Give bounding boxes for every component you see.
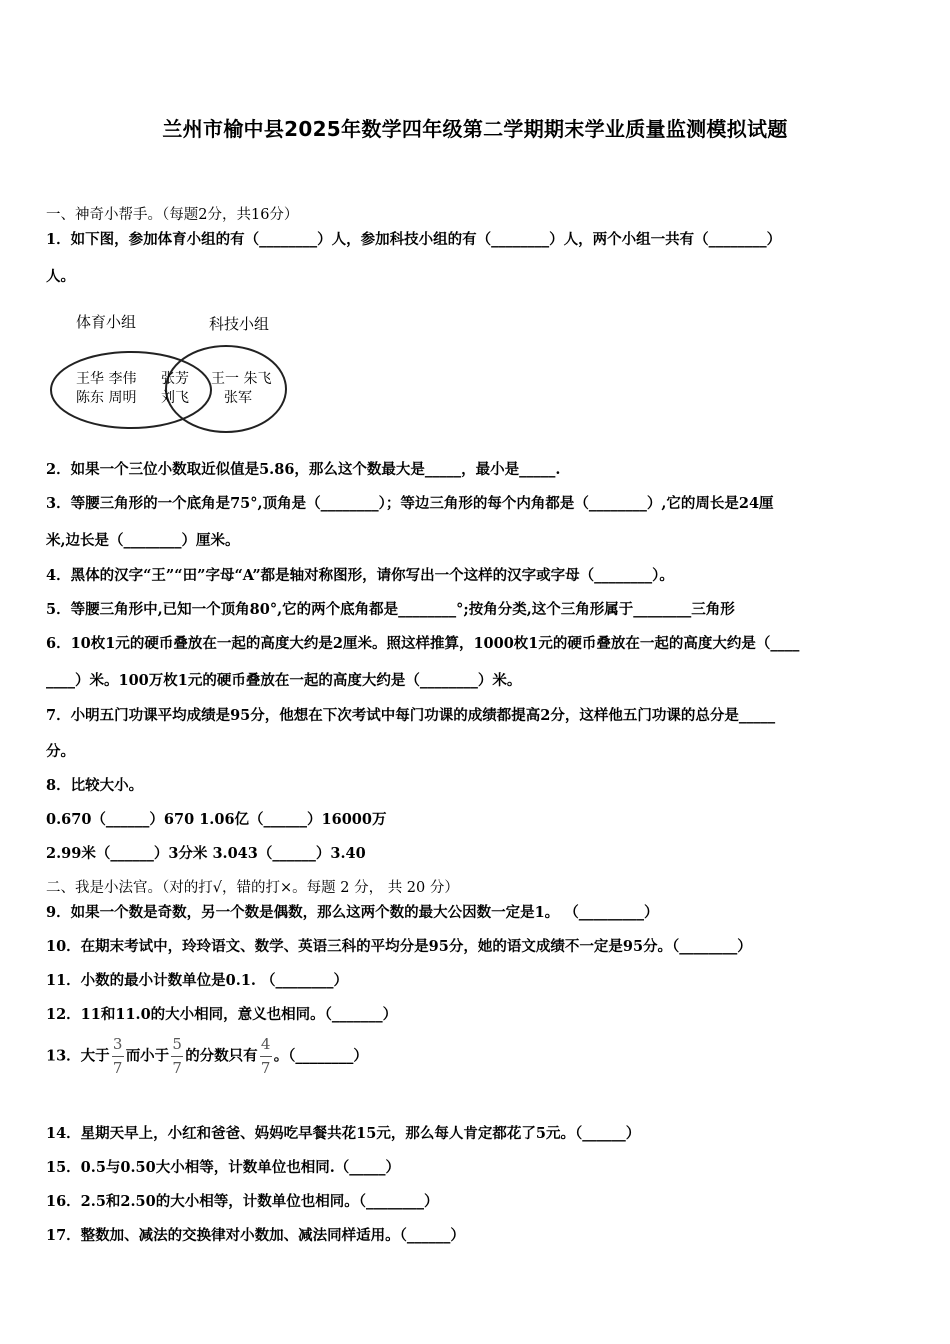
question-6-line-1: 6．10枚1元的硬币叠放在一起的高度大约是2厘米。照这样推算，1000枚1元的硬币叠放在一起的高度大约是（____ [46, 635, 800, 652]
venn-right-names-row2: 张军 [224, 390, 252, 406]
question-8-heading: 8．比较大小。 [46, 777, 144, 794]
question-17: 17．整数加、减法的交换律对小数加、减法同样适用。（______） [46, 1227, 465, 1244]
question-13-prefix: 13．大于 [46, 1047, 110, 1065]
venn-mid-names-row2: 刘飞 [161, 390, 189, 406]
question-3-line-2: 米,边长是（________）厘米。 [46, 532, 240, 549]
question-1-line-2: 人。 [46, 268, 75, 285]
venn-left-names-row1: 王华 李伟 [76, 371, 137, 387]
question-13-mid2: 的分数只有 [185, 1047, 258, 1065]
venn-mid-names-row1: 张芳 [161, 371, 189, 387]
question-2: 2．如果一个三位小数取近似值是5.86，那么这个数最大是_____，最小是_____. [46, 461, 561, 478]
question-13-suffix: 。（________） [273, 1047, 368, 1065]
fraction-five-sevenths: $\frac{5}{7}$ [172, 1035, 182, 1077]
question-8-row-2: 2.99米（______）3分米 3.043（______）3.40 [46, 845, 366, 862]
venn-diagram [46, 305, 296, 440]
question-11: 11．小数的最小计数单位是0.1. （________） [46, 972, 348, 989]
question-5: 5．等腰三角形中,已知一个顶角80°,它的两个底角都是________°;按角分类,这个三角形属于________三角形 [46, 601, 735, 618]
venn-right-ellipse [166, 346, 286, 432]
question-8-row-1: 0.670（______）670 1.06亿（______）16000万 [46, 811, 387, 828]
venn-left-label: 体育小组 [76, 313, 137, 331]
question-6-line-2: ____）米。100万枚1元的硬币叠放在一起的高度大约是（________）米。 [46, 672, 522, 689]
question-14: 14．星期天早上，小红和爸爸、妈妈吃早餐共花15元，那么每人肯定都花了5元。（______） [46, 1125, 641, 1142]
fraction-three-sevenths: $\frac{3}{7}$ [112, 1035, 123, 1077]
question-7-line-1: 7．小明五门功课平均成绩是95分，他想在下次考试中每门功课的成绩都提高2分，这样他五门功课的总分是_____ [46, 707, 776, 724]
question-13-mid: 而小于 [125, 1047, 170, 1065]
fraction-four-sevenths: $\frac{4}{7}$ [260, 1035, 271, 1077]
question-10: 10．在期末考试中，玲玲语文、数学、英语三科的平均分是95分，她的语文成绩不一定是95分。（________） [46, 938, 752, 955]
venn-left-names-row2: 陈东 周明 [76, 390, 137, 406]
question-13 [46, 1037, 368, 1076]
question-9: 9．如果一个数是奇数，另一个数是偶数，那么这两个数的最大公因数一定是1。 （_________） [46, 904, 659, 921]
question-1-line-1: 1．如下图，参加体育小组的有（________）人，参加科技小组的有（________）人，两个小组一共有（________） [46, 231, 782, 248]
question-16: 16．2.5和2.50的大小相等，计数单位也相同。（________） [46, 1193, 439, 1210]
question-12: 12．11和11.0的大小相同，意义也相同。（_______） [46, 1006, 398, 1023]
venn-right-label: 科技小组 [209, 315, 270, 333]
question-15: 15．0.5与0.50大小相等，计数单位也相同.（_____） [46, 1159, 401, 1176]
page-title: 兰州市榆中县2025年数学四年级第二学期期末学业质量监测模拟试题 [162, 117, 788, 141]
question-4: 4．黑体的汉字“王”“田”字母“A”都是轴对称图形，请你写出一个这样的汉字或字母（________）。 [46, 567, 674, 584]
section-1-heading: 一、神奇小帮手。（每题2分，共16分） [46, 207, 299, 223]
venn-right-names-row1: 王一 朱飞 [211, 371, 272, 387]
question-7-line-2: 分。 [46, 743, 75, 760]
section-2-heading: 二、我是小法官。（对的打√，错的打×。每题 2 分， 共 20 分） [46, 880, 459, 896]
question-3-line-1: 3．等腰三角形的一个底角是75°,顶角是（________）；等边三角形的每个内角都是（________）,它的周长是24厘 [46, 495, 774, 512]
